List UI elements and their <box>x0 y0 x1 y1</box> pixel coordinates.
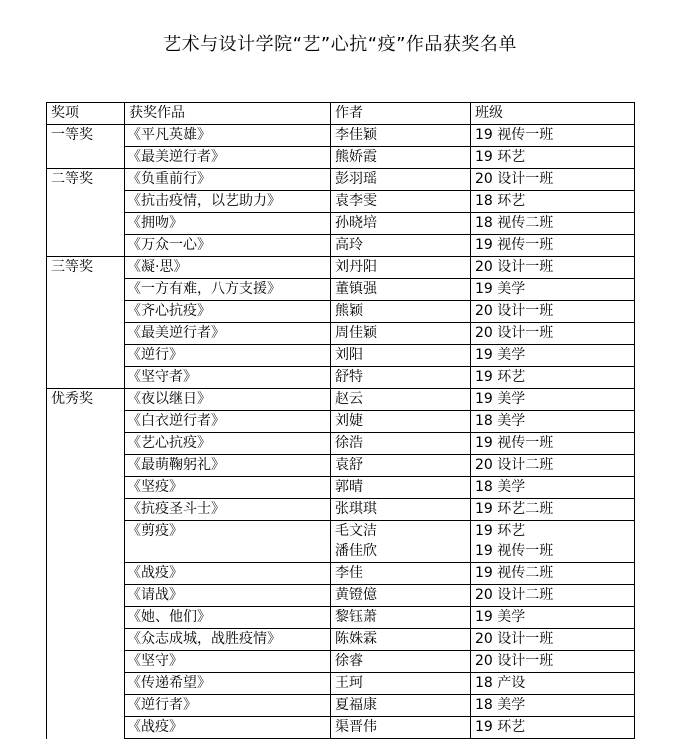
header-work: 获奖作品 <box>125 103 331 125</box>
author-cell: 刘丹阳 <box>331 257 471 279</box>
award-cell <box>47 499 125 521</box>
header-class: 班级 <box>471 103 635 125</box>
work-cell: 《平凡英雄》 <box>125 125 331 147</box>
author-cell: 孙晓培 <box>331 213 471 235</box>
author-cell: 彭羽瑶 <box>331 169 471 191</box>
award-cell <box>47 717 125 739</box>
class-cell: 20 设计二班 <box>471 585 635 607</box>
author-cell: 徐浩 <box>331 433 471 455</box>
class-cell: 19 美学 <box>471 279 635 301</box>
class-cell: 20 设计一班 <box>471 323 635 345</box>
page-title: 艺术与设计学院“艺”心抗“疫”作品获奖名单 <box>163 34 517 55</box>
table-row <box>47 367 635 389</box>
author-cell: 郭晴 <box>331 477 471 499</box>
class-cell: 19 环艺二班 <box>471 499 635 521</box>
author-cell: 黎钰萧 <box>331 607 471 629</box>
table-row <box>47 695 635 717</box>
table-row <box>47 323 635 345</box>
work-cell: 《坚守者》 <box>125 367 331 389</box>
award-cell <box>47 301 125 323</box>
author-cell: 刘阳 <box>331 345 471 367</box>
work-cell: 《坚守》 <box>125 651 331 673</box>
class-cell: 20 设计一班 <box>471 629 635 651</box>
award-cell <box>47 651 125 673</box>
table-row <box>47 433 635 455</box>
table-row <box>47 301 635 323</box>
work-cell: 《一方有难，八方支援》 <box>125 279 331 301</box>
award-cell <box>47 279 125 301</box>
work-cell: 《最萌鞠躬礼》 <box>125 455 331 477</box>
author-cell: 赵云 <box>331 389 471 411</box>
award-cell <box>47 235 125 257</box>
class-cell: 19 美学 <box>471 389 635 411</box>
award-cell: 一等奖 <box>47 125 125 147</box>
class-cell: 19 环艺 <box>471 147 635 169</box>
class-cell: 20 设计一班 <box>471 301 635 323</box>
work-cell: 《逆行者》 <box>125 695 331 717</box>
award-cell <box>47 695 125 717</box>
table-row <box>47 213 635 235</box>
award-cell: 二等奖 <box>47 169 125 191</box>
author-cell: 陈姝霖 <box>331 629 471 651</box>
table-row <box>47 389 635 411</box>
table-row <box>47 411 635 433</box>
table-row <box>47 673 635 695</box>
author-cell: 毛文洁 潘佳欣 <box>331 521 471 563</box>
table-row <box>47 629 635 651</box>
class-cell: 18 产设 <box>471 673 635 695</box>
award-cell <box>47 191 125 213</box>
award-cell <box>47 521 125 563</box>
work-cell: 《最美逆行者》 <box>125 323 331 345</box>
work-cell: 《众志成城，战胜疫情》 <box>125 629 331 651</box>
award-cell <box>47 323 125 345</box>
work-cell: 《凝·思》 <box>125 257 331 279</box>
table-row <box>47 257 635 279</box>
award-cell <box>47 477 125 499</box>
author-cell: 高玲 <box>331 235 471 257</box>
author-cell: 董镇强 <box>331 279 471 301</box>
author-cell: 徐睿 <box>331 651 471 673</box>
work-cell: 《拥吻》 <box>125 213 331 235</box>
award-cell: 优秀奖 <box>47 389 125 411</box>
author-cell: 黄镫億 <box>331 585 471 607</box>
award-cell <box>47 411 125 433</box>
class-cell: 19 环艺 <box>471 717 635 739</box>
author-cell: 王珂 <box>331 673 471 695</box>
table-row <box>47 585 635 607</box>
award-cell <box>47 629 125 651</box>
table-row <box>47 717 635 739</box>
table-header-row <box>47 103 635 125</box>
table-row <box>47 607 635 629</box>
header-author: 作者 <box>331 103 471 125</box>
author-cell: 李佳 <box>331 563 471 585</box>
author-cell: 舒特 <box>331 367 471 389</box>
work-cell: 《齐心抗疫》 <box>125 301 331 323</box>
class-cell: 19 环艺 <box>471 367 635 389</box>
class-cell: 20 设计一班 <box>471 169 635 191</box>
class-cell: 19 视传二班 <box>471 563 635 585</box>
author-cell: 周佳颖 <box>331 323 471 345</box>
table-row <box>47 345 635 367</box>
award-cell <box>47 673 125 695</box>
work-cell: 《负重前行》 <box>125 169 331 191</box>
author-cell: 刘婕 <box>331 411 471 433</box>
work-cell: 《艺心抗疫》 <box>125 433 331 455</box>
work-cell: 《战疫》 <box>125 563 331 585</box>
award-table <box>46 102 635 739</box>
table-row <box>47 563 635 585</box>
class-cell: 18 环艺 <box>471 191 635 213</box>
table-row <box>47 455 635 477</box>
class-cell: 19 美学 <box>471 607 635 629</box>
class-cell: 20 设计二班 <box>471 455 635 477</box>
work-cell: 《她、他们》 <box>125 607 331 629</box>
work-cell: 《抗疫圣斗士》 <box>125 499 331 521</box>
class-cell: 20 设计一班 <box>471 257 635 279</box>
author-cell: 张琪琪 <box>331 499 471 521</box>
class-cell: 18 美学 <box>471 477 635 499</box>
author-cell: 袁李雯 <box>331 191 471 213</box>
award-cell <box>47 213 125 235</box>
award-cell <box>47 607 125 629</box>
table-row <box>47 235 635 257</box>
class-cell: 19 视传一班 <box>471 235 635 257</box>
class-cell: 18 美学 <box>471 695 635 717</box>
work-cell: 《战疫》 <box>125 717 331 739</box>
author-cell: 熊娇霞 <box>331 147 471 169</box>
award-cell <box>47 563 125 585</box>
award-cell: 三等奖 <box>47 257 125 279</box>
class-cell: 18 美学 <box>471 411 635 433</box>
table-row <box>47 499 635 521</box>
award-cell <box>47 433 125 455</box>
table-row <box>47 521 635 563</box>
award-cell <box>47 367 125 389</box>
award-cell <box>47 455 125 477</box>
table-body <box>47 125 635 739</box>
table-row <box>47 191 635 213</box>
class-cell: 20 设计一班 <box>471 651 635 673</box>
work-cell: 《逆行》 <box>125 345 331 367</box>
award-cell <box>47 147 125 169</box>
author-cell: 李佳颖 <box>331 125 471 147</box>
author-cell: 夏福康 <box>331 695 471 717</box>
work-cell: 《最美逆行者》 <box>125 147 331 169</box>
author-cell: 袁舒 <box>331 455 471 477</box>
table-row <box>47 477 635 499</box>
award-cell <box>47 585 125 607</box>
class-cell: 19 视传一班 <box>471 433 635 455</box>
work-cell: 《夜以继日》 <box>125 389 331 411</box>
work-cell: 《万众一心》 <box>125 235 331 257</box>
table-row <box>47 125 635 147</box>
award-cell <box>47 345 125 367</box>
work-cell: 《剪疫》 <box>125 521 331 563</box>
class-cell: 19 环艺 19 视传一班 <box>471 521 635 563</box>
table-row <box>47 651 635 673</box>
class-cell: 19 视传一班 <box>471 125 635 147</box>
work-cell: 《白衣逆行者》 <box>125 411 331 433</box>
work-cell: 《坚疫》 <box>125 477 331 499</box>
work-cell: 《请战》 <box>125 585 331 607</box>
work-cell: 《抗击疫情，以艺助力》 <box>125 191 331 213</box>
work-cell: 《传递希望》 <box>125 673 331 695</box>
table-row <box>47 147 635 169</box>
author-cell: 渠晋伟 <box>331 717 471 739</box>
class-cell: 19 美学 <box>471 345 635 367</box>
class-cell: 18 视传二班 <box>471 213 635 235</box>
header-award: 奖项 <box>47 103 125 125</box>
table-row <box>47 169 635 191</box>
author-cell: 熊颖 <box>331 301 471 323</box>
table-row <box>47 279 635 301</box>
